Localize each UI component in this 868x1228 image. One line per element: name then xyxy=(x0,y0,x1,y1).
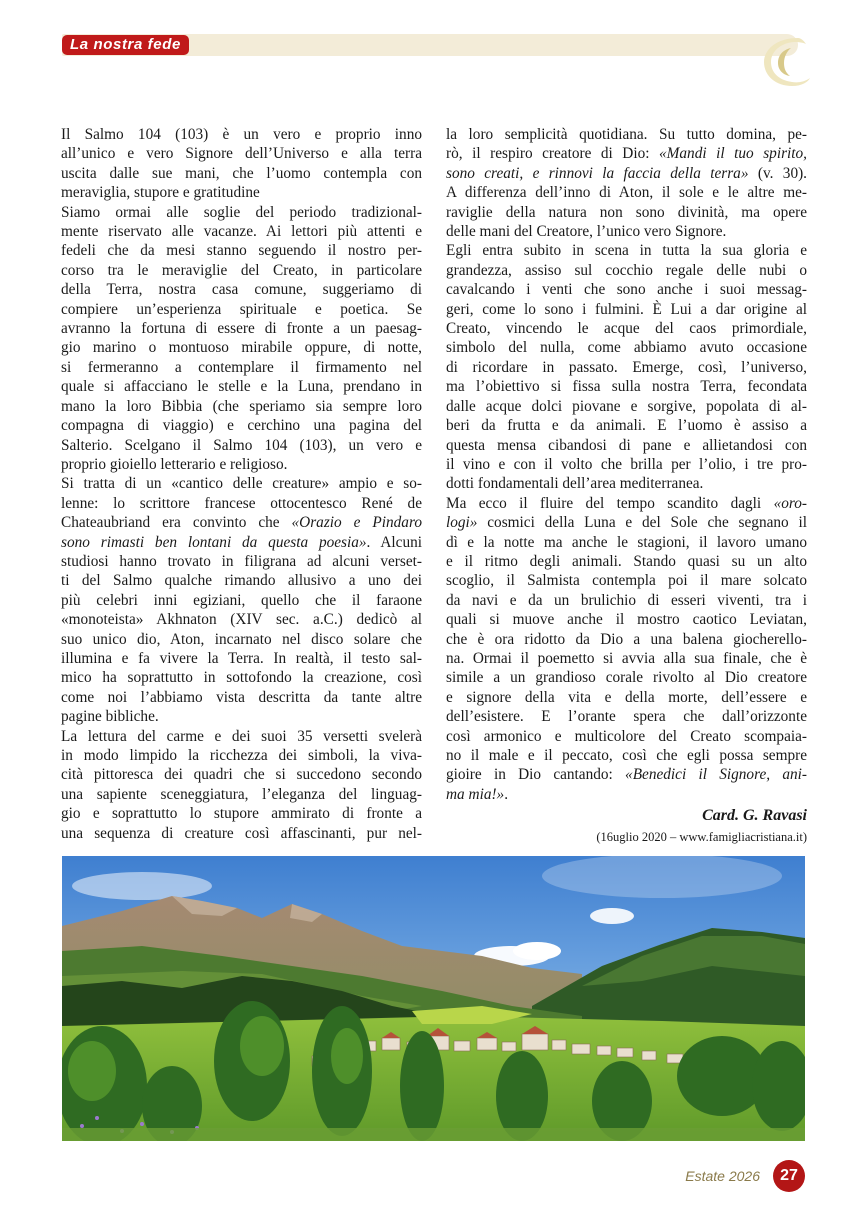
landscape-photo xyxy=(62,856,805,1141)
article-paragraph-7: Egli entra subito in scena in tutta la sua gloria e grandezza, assiso sul cocchio regale delle nubi o cavalcando i venti che sono anche i suoi messag- geri, come lo sono i fulmini. È Lui a dar origine al Creato, vincendo le acque del caos primordiale, simbolo del nulla, come abbiamo avuto occasione di ricordare in passato. Emerge, così, l’universo, ma l’obiettivo si fissa sulla nostra Terra, fecondata dalle acque dolci piovane e sorgive, popolata di al- beri da frutta e da animali. E l’uomo è assiso a questa mensa cibandosi di pane e allietandosi con il vino e con il volto che brilla per l’olio, i tre pro- dotti fondamentali dell’area mediterranea. xyxy=(446,242,807,493)
article-paragraph-6: A differenza dell’inno di Aton, il sole e le altre me- raviglie della natura non sono divinità, ma opere delle mani del Creatore, l’unico vero Signore. xyxy=(446,184,807,241)
header-ornament xyxy=(758,32,812,92)
source-citation: (16uglio 2020 – www.famigliacristiana.it) xyxy=(596,829,807,844)
section-tag: La nostra fede xyxy=(62,35,189,55)
article-right-column xyxy=(446,125,807,847)
article-paragraph-1: Il Salmo 104 (103) è un vero e proprio inno all’unico e vero Signore dell’Universo e alla terra uscita dalle sue mani, che l’uomo contempla con meraviglia, stupore e gratitudine xyxy=(61,126,422,202)
author-signature: Card. G. Ravasi xyxy=(702,807,807,825)
article-paragraph-5: la loro semplicità quotidiana. Su tutto domina, pe- rò, il respiro creatore di Dio: «Mandi il tuo spirito, sono creati, e rinnovi la faccia della terra» (v. 30). xyxy=(446,126,808,182)
article-paragraph-8: Ma ecco il fluire del tempo scandito dagli «oro- logi» cosmici della Luna e del Sole che segnano il dì e la notte ma anche le stagioni, il lavoro umano e il ritmo degli animali. Stando quasi su un alto scoglio, il Salmista contempla poi il mare solcato da navi e da un brulichio di esseri viventi, tra i quali si muove anche il mostro caotico Leviatan, che è ora ridotto da Dio a una balena giocherello- na. Ormai il poemetto si avvia alla sua finale, che è simile a un grandioso corale rivolto al Dio creatore e signore della vita e della morte, dell’essere e dell’esistere. E l’orante spera che dall’orizzonte così armonico e multicolore del Creato scompaia- no il male e il peccato, così che egli possa sempre gioire in Dio cantando: «Benedici il Signore, ani- ma mia!». xyxy=(446,494,807,803)
article-left-column xyxy=(61,125,422,843)
footer-season: Estate 2026 xyxy=(685,1168,760,1184)
article-paragraph-2: Siamo ormai alle soglie del periodo tradizional- mente riservato alle vacanze. Ai lettori più attenti e fedeli che da mesi stanno seguendo il nostro per- corso tra le meraviglie del Creato, in particolare della Terra, nostra casa comune, suggeriamo di compiere un’esperienza spirituale e poetica. Se avranno la fortuna di essere di fronte a un paesag- gio marino o montuoso mirabile oppure, di notte, si fermeranno a contemplare il firmamento nel quale si affacciano le stelle e la Luna, prendano in mano la loro Bibbia (che speriamo sia sempre loro compagna di viaggio) e cerchino una pagina del Salterio. Scelgano il Salmo 104 (103), un vero e proprio gioiello letterario e religioso. xyxy=(61,203,422,473)
page-number: 27 xyxy=(773,1160,805,1192)
article-paragraph-3: Si tratta di un «cantico delle creature» ampio e so- lenne: lo scrittore francese ottocentesco René de Chateaubriand era convinto che «Orazio e Pindaro sono rimasti ben lontani da questa poesia». Alcuni studiosi hanno trovato in filigrana ad alcuni verset- ti del Salmo qualche rimando allusivo a uno dei più celebri inni egiziani, quello che il faraone «monoteista» Akhnaton (XIV sec. a.C.) dedicò al suo unico dio, Aton, incarnato nel disco solare che illumina e fa vivere la Terra. In realtà, il testo sal- mico ha soprattutto in sottofondo la creazione, così come noi l’abbiamo vista descritta da tante altre pagine bibliche. xyxy=(61,475,422,726)
article-paragraph-4: La lettura del carme e dei suoi 35 versetti svelerà in modo limpido la ricchezza dei simboli, la viva- cità pittoresca dei quadri che si succedono secondo una sapiente sceneggiatura, l’eleganza del linguag- gio e soprattutto lo stupore ammirato di fronte a una sequenza di creature così affascinanti, pur nel- xyxy=(61,727,422,842)
